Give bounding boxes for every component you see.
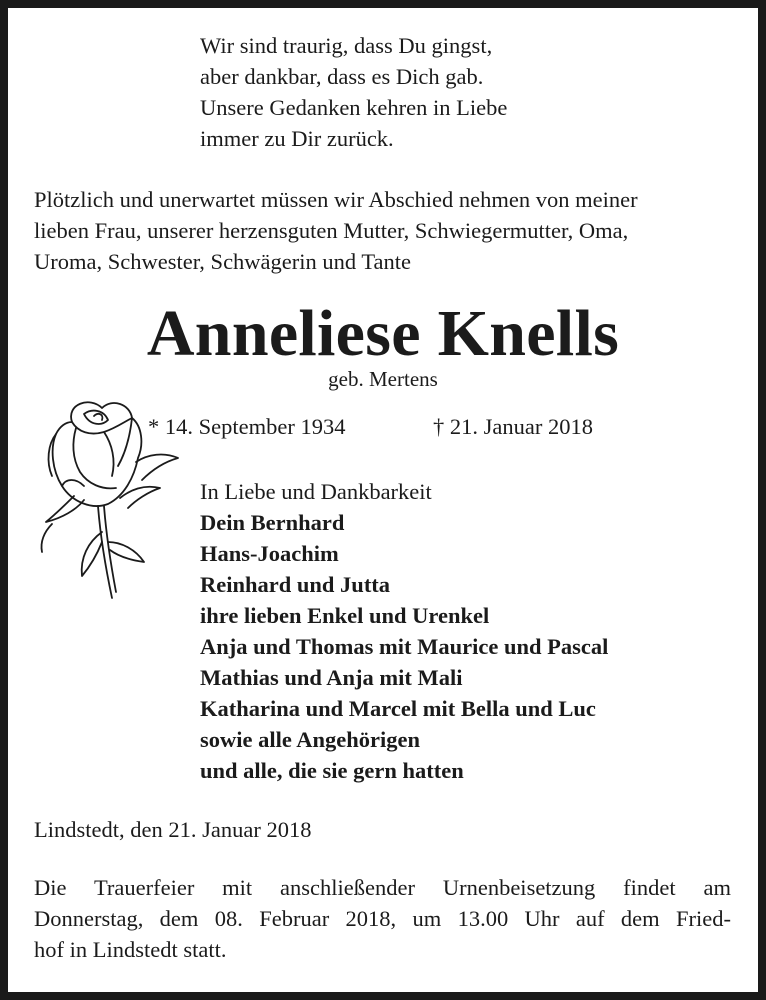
- poem-line: immer zu Dir zurück.: [200, 126, 394, 151]
- mourner-line: und alle, die sie gern hatten: [200, 758, 464, 783]
- mourner-line: ihre lieben Enkel und Urenkel: [200, 603, 490, 628]
- intro-line: Uroma, Schwester, Schwägerin und Tante: [34, 249, 412, 274]
- intro-text: [34, 184, 734, 277]
- poem-line: Wir sind traurig, dass Du gingst,: [200, 33, 493, 58]
- poem-line: aber dankbar, dass es Dich gab.: [200, 64, 484, 89]
- birth-name: geb. Mertens: [328, 367, 438, 391]
- mourner-line: Anja und Thomas mit Maurice und Pascal: [200, 634, 609, 659]
- funeral-info: [34, 872, 731, 965]
- intro-line: lieben Frau, unserer herzensguten Mutter, Schwiegermutter, Oma,: [34, 218, 629, 243]
- deceased-name: Anneliese Knells: [146, 297, 620, 370]
- rose-drawing-icon: [32, 392, 188, 606]
- place-and-date: Lindstedt, den 21. Januar 2018: [34, 817, 312, 842]
- poem-line: Unsere Gedanken kehren in Liebe: [200, 95, 508, 120]
- mourner-line: sowie alle Angehörigen: [200, 727, 420, 752]
- funeral-line: Die Trauerfeier mit anschließender Urnenbeisetzung findet am: [34, 875, 731, 900]
- death-date: † 21. Januar 2018: [433, 414, 593, 439]
- poem: [200, 30, 507, 154]
- funeral-line: Donnerstag, dem 08. Februar 2018, um 13.00 Uhr auf dem Fried-: [34, 906, 731, 931]
- birth-date: * 14. September 1934: [148, 414, 346, 439]
- mourner-line: Mathias und Anja mit Mali: [200, 665, 463, 690]
- mourner-line: Dein Bernhard: [200, 510, 345, 535]
- mourner-line: Katharina und Marcel mit Bella und Luc: [200, 696, 596, 721]
- mourners-intro: In Liebe und Dankbarkeit: [200, 479, 432, 504]
- mourner-line: Reinhard und Jutta: [200, 572, 391, 597]
- obituary-notice: [8, 8, 758, 992]
- mourners: [200, 476, 608, 786]
- funeral-line: hof in Lindstedt statt.: [34, 937, 227, 962]
- mourner-line: Hans-Joachim: [200, 541, 339, 566]
- intro-line: Plötzlich und unerwartet müssen wir Abschied nehmen von meiner: [34, 187, 638, 212]
